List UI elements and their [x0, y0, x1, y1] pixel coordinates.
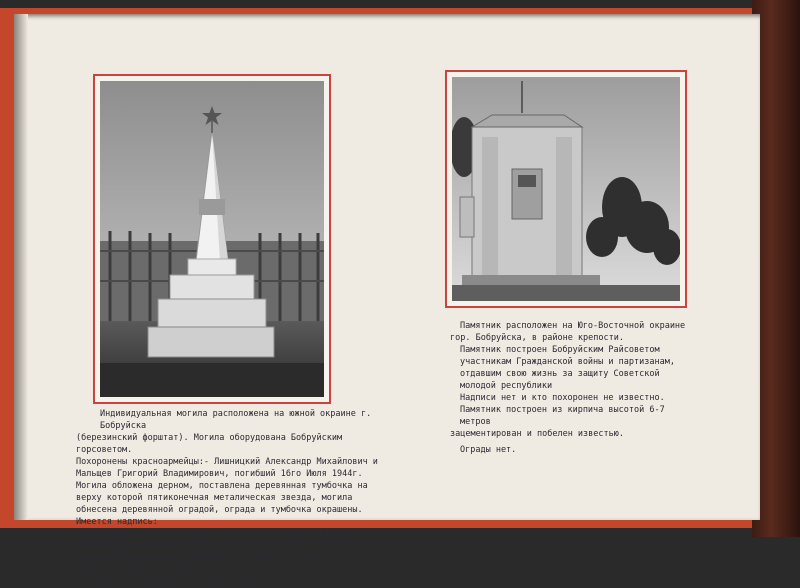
left-photo — [100, 81, 324, 397]
album-page — [14, 14, 760, 587]
left-caption-line-5: и Малышев Григорий Владимирович, уроженец Белорусского р-на УССР. с Парубка, погибли — [76, 553, 378, 575]
right-caption-line-3: Памятник построен Бобруйским Райсоветом участникам Гражданской войны и партизанам, отдавшим свою жизнь за защиту Советской молодой республики — [460, 345, 675, 391]
left-caption-line-4: Похоронены бойцы жел. дор. части, п/часть 418. Лишницкий Александ Михайлович — [76, 529, 363, 551]
left-caption-line-2: (березинский форштат). Могила оборудована Бобруйским горсоветом. — [76, 433, 343, 455]
right-photo — [452, 77, 680, 301]
left-caption-line-3: Похоронены красноармейцы:- Лишницкий Александр Михайлович и Мальщев Григорий Владимирович, погибший 16го Июля 1944г. Могила обложена дерном, поставлена деревянная тумбочка на верху которой пятиконечная металическая звезда, могила обнесена деревянной оградой, ограда и тумбочка окрашены. Имеется надпись: — [76, 457, 378, 527]
page-shadow — [14, 14, 28, 520]
right-photo-caption — [450, 320, 700, 456]
grave-obelisk-photo — [100, 81, 324, 397]
brick-monument-photo — [452, 77, 680, 301]
right-caption-line-1: Памятник расположен на Юго-Восточной окраине — [460, 321, 686, 331]
right-photo-frame — [445, 70, 687, 308]
left-photo-frame — [93, 74, 331, 404]
right-caption-line-7: Ограды нет. — [460, 445, 517, 455]
left-caption-line-1: Индивидуальная могила расположена на южной окраине г. Бобруйска — [100, 409, 372, 431]
right-caption-line-5: Памятник построен из кирпича высотой 6-7 метров — [460, 405, 665, 427]
right-caption-line-4: Надписи нет и кто похоронен не известно. — [460, 393, 665, 403]
left-photo-caption — [76, 408, 396, 588]
right-caption-line-2: гор. Бобруйска, в районе крепости. — [450, 333, 624, 343]
right-caption-line-6: зацементирован и побелен известью. — [450, 429, 624, 439]
left-caption-line-6: от вражеской авиации 16го июля 1944 года. — [76, 577, 286, 587]
